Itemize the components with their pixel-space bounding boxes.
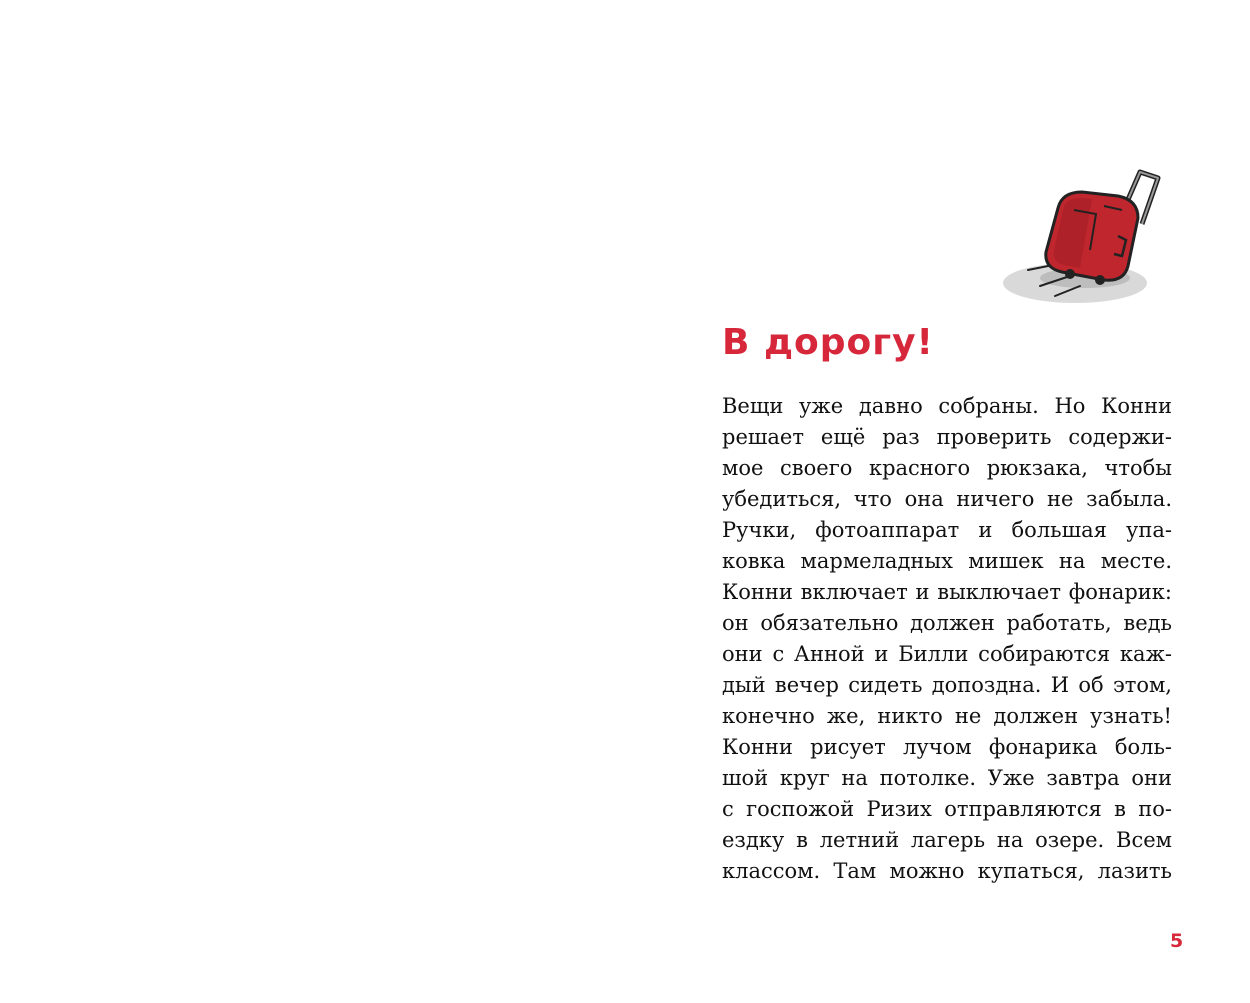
text-line: с госпожой Ризих отправляются в по- xyxy=(722,797,1172,821)
text-line: Конни рисует лучом фонарика боль- xyxy=(722,735,1172,759)
text-line: решает ещё раз проверить содержи- xyxy=(722,425,1172,449)
text-line: он обязательно должен работать, ведь xyxy=(722,611,1172,635)
text-line: конечно же, никто не должен узнать! xyxy=(722,704,1172,728)
text-line: классом. Там можно купаться, лазить xyxy=(722,859,1172,883)
chapter-title: В дорогу! xyxy=(722,322,934,363)
page-number: 5 xyxy=(1170,930,1184,952)
text-line: дый вечер сидеть допоздна. И об этом, xyxy=(722,673,1172,697)
suitcase-icon xyxy=(1000,158,1170,308)
text-line: шой круг на потолке. Уже завтра они xyxy=(722,766,1172,790)
text-line: Конни включает и выключает фонарик: xyxy=(722,580,1172,604)
text-line: ездку в летний лагерь на озере. Всем xyxy=(722,828,1172,852)
text-line: ковка мармеладных мишек на месте. xyxy=(722,549,1172,573)
text-line: Ручки, фотоаппарат и большая упа- xyxy=(722,518,1172,542)
text-line: убедиться, что она ничего не забыла. xyxy=(722,487,1172,511)
body-text xyxy=(722,391,1172,887)
text-line: они с Анной и Билли собираются каж- xyxy=(722,642,1172,666)
text-line: мое своего красного рюкзака, чтобы xyxy=(722,456,1172,480)
text-line: Вещи уже давно собраны. Но Конни xyxy=(722,394,1172,418)
